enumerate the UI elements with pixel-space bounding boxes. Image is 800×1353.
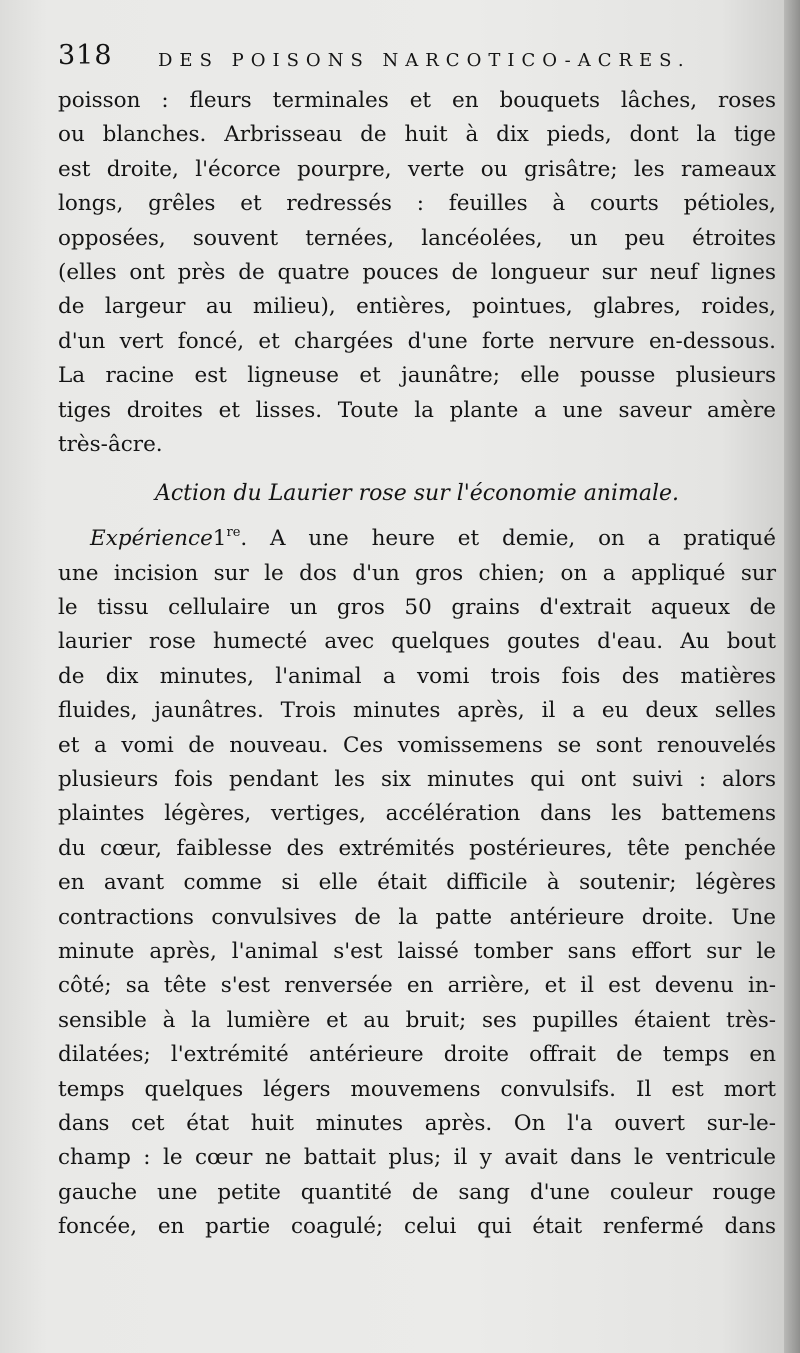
paragraph-experience [58,522,776,1244]
text-line: ou blanches. Arbrisseau de huit à dix pieds, dont la tige [58,122,776,148]
text-line: laurier rose humecté avec quelques goutes d'eau. Au bout [58,629,776,655]
text-line: longs, grêles et redressés : feuilles à courts pétioles, [58,191,776,217]
experience-first-line-rest: . A une heure et demie, on a pratiqué [240,526,776,552]
text-line: plaintes légères, vertiges, accélération dans les battemens [58,801,776,827]
text-line: fluides, jaunâtres. Trois minutes après, il a eu deux selles [58,698,776,724]
text-line: (elles ont près de quatre pouces de longueur sur neuf lignes [58,259,776,285]
experience-first-line [58,522,776,556]
text-line: et a vomi de nouveau. Ces vomissemens se sont renouvelés [58,732,776,758]
text-line: foncée, en partie coagulé; celui qui était renfermé dans [58,1214,776,1240]
text-line: temps quelques légers mouvemens convulsifs. Il est mort [58,1076,776,1102]
body-text [58,84,776,1245]
text-line: le tissu cellulaire un gros 50 grains d'extrait aqueux de [58,595,776,621]
text-line: dilatées; l'extrémité antérieure droite offrait de temps en [58,1042,776,1068]
text-line: une incision sur le dos d'un gros chien; on a appliqué sur [58,560,776,586]
text-line: sensible à la lumière et au bruit; ses pupilles étaient très- [58,1007,776,1033]
text-line: gauche une petite quantité de sang d'une couleur rouge [58,1179,776,1205]
text-line: tiges droites et lisses. Toute la plante a une saveur amère [58,397,776,423]
text-line: contractions convulsives de la patte antérieure droite. Une [58,904,776,930]
text-line: est droite, l'écorce pourpre, verte ou grisâtre; les rameaux [58,156,776,182]
text-line: de dix minutes, l'animal a vomi trois fois des matières [58,663,776,689]
text-line: champ : le cœur ne battait plus; il y avait dans le ventricule [58,1145,776,1171]
text-line: dans cet état huit minutes après. On l'a ouvert sur-le- [58,1110,776,1136]
text-line: de largeur au milieu), entières, pointues, glabres, roides, [58,294,776,320]
text-line: poisson : fleurs terminales et en bouquets lâches, roses [58,88,776,113]
text-line: La racine est ligneuse et jaunâtre; elle pousse plusieurs [58,363,776,389]
text-line: côté; sa tête s'est renversée en arrière, et il est devenu in- [58,973,776,999]
text-line: très-âcre. [58,431,163,457]
text-line: en avant comme si elle était difficile à soutenir; légères [58,870,776,896]
text-line: du cœur, faiblesse des extrémités postérieures, tête penchée [58,835,776,861]
experience-label: Expérience [90,526,213,552]
running-title: DES POISONS NARCOTICO-ACRES. [158,50,691,71]
text-line: plusieurs fois pendant les six minutes qui ont suivi : alors [58,767,776,793]
page-header [58,40,758,84]
text-line: d'un vert foncé, et chargées d'une forte nervure en-dessous. [58,328,776,354]
paragraph-continued [58,84,776,462]
section-heading: Action du Laurier rose sur l'économie animale. [154,481,680,507]
page-number: 318 [58,40,113,71]
page-edge-shadow [784,0,800,1353]
text-line: minute après, l'animal s'est laissé tomber sans effort sur le [58,938,776,964]
text-line: opposées, souvent ternées, lancéolées, un peu étroites [58,225,776,251]
experience-superscript: re [226,525,241,541]
experience-number: 1 [212,526,227,552]
